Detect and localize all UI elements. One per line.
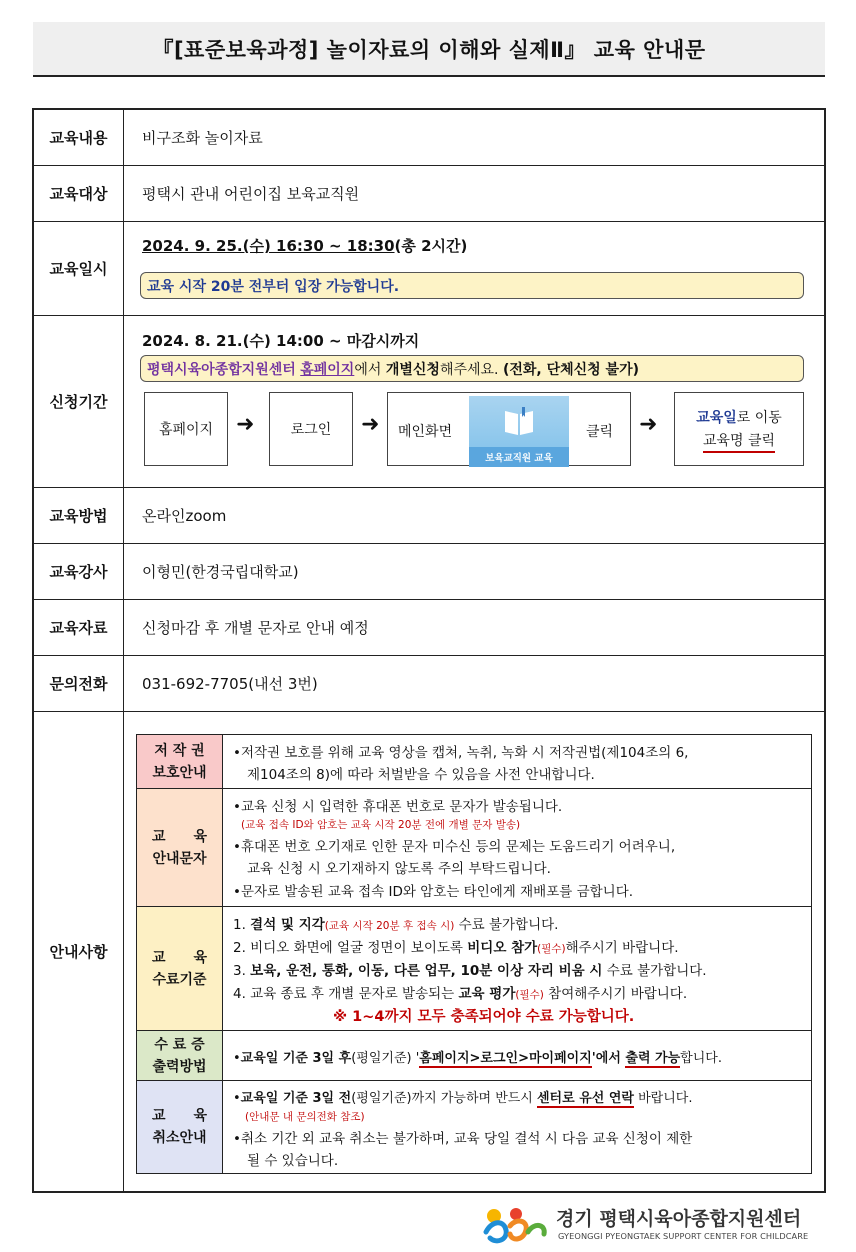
completion-item-3: 3. 보육, 운전, 통화, 이동, 다른 업무, 10분 이상 자리 비움 시 수료 불가합니다. (233, 963, 707, 979)
row-target (34, 166, 824, 222)
row-guide (34, 712, 824, 1191)
cancel-line-1: •교육일 기준 3일 전(평일기준)까지 가능하며 반드시 센터로 유선 연락 바랍니다. (233, 1091, 693, 1106)
notice-sms: 교 육 안내문자 •교육 신청 시 입력한 휴대폰 번호로 문자가 발송됩니다. (교육 접속 ID와 암호는 교육 시작 20분 전에 개별 문자 발송) •휴대폰 번호 오기재로 인한 문자 미수신 등의 문제는 도움드리기 어려우니, 교육 신청 시 오기재하지 않도록 주의 부탁드립니다. •문자로 발송된 교육 접속 ID와 암호는 타인에게 재배포를 금합니다. (137, 789, 811, 907)
notice-table (136, 734, 812, 1174)
entry-notice: 교육 시작 20분 전부터 입장 가능합니다. (140, 272, 804, 299)
book-icon (501, 405, 537, 439)
row-material (34, 600, 824, 656)
completion-item-2: 2. 비디오 화면에 얼굴 정면이 보이도록 비디오 참가(필수)해주시기 바랍니다. (233, 940, 679, 956)
contact-value: 031-692-7705(내선 3번) (142, 675, 318, 693)
row-content (34, 110, 824, 166)
row-label-apply: 신청기간 (34, 316, 124, 487)
completion-warning: ※ 1~4까지 모두 충족되어야 수료 가능합니다. (333, 1009, 635, 1025)
row-label-guide: 안내사항 (34, 712, 124, 1191)
arrow-icon: ➜ (639, 412, 658, 437)
notice-label-certificate: 수 료 증 출력방법 (137, 1031, 223, 1080)
footer-logo (480, 1200, 830, 1248)
material-value: 신청마감 후 개별 문자로 안내 예정 (142, 619, 369, 637)
step-main-screen: 메인화면 보육교직원 교육 클릭 (387, 392, 631, 466)
row-label-target: 교육대상 (34, 166, 124, 221)
target-value: 평택시 관내 어린이집 보육교직원 (142, 185, 360, 203)
date-value: 2024. 9. 25.(수) 16:30 ~ 18:30(총 2시간) (142, 237, 468, 255)
row-date (34, 222, 824, 316)
step-login: 로그인 (269, 392, 353, 466)
page-title: 『[표준보육과정] 놀이자료의 이해와 실제Ⅱ』 교육 안내문 (33, 22, 825, 77)
center-english-name: GYEONGGI PYEONGTAEK SUPPORT CENTER FOR CHILDCARE (558, 1231, 809, 1241)
center-logo-icon (480, 1202, 550, 1246)
apply-notice: 평택시육아종합지원센터 홈페이지 에서 개별신청 해주세요. (전화, 단체신청 불가) (140, 355, 804, 382)
notice-label-sms: 교 육 안내문자 (137, 789, 223, 906)
notice-completion (137, 907, 811, 1031)
arrow-icon: ➜ (236, 412, 255, 437)
row-method (34, 488, 824, 544)
row-label-material: 교육자료 (34, 600, 124, 655)
step-course: 교육일로 이동 교육명 클릭 (674, 392, 804, 466)
row-contact (34, 656, 824, 712)
apply-period: 2024. 8. 21.(수) 14:00 ~ 마감시까지 (142, 332, 420, 350)
notice-cancel: 교 육 취소안내 •교육일 기준 3일 전(평일기준)까지 가능하며 반드시 센터로 유선 연락 바랍니다. (안내문 내 문의전화 참조) •취소 기간 외 교육 취소는 불가하며, 교육 당일 결석 시 다음 교육 신청이 제한 될 수 있습니다. (137, 1081, 811, 1173)
notice-copyright: 저 작 권 보호안내 •저작권 보호를 위해 교육 영상을 캡쳐, 녹취, 녹화 시 저작권법(제104조의 6, 제104조의 8)에 따라 처벌받을 수 있음을 사전 안내합니다. (137, 735, 811, 789)
row-label-lecturer: 교육강사 (34, 544, 124, 599)
notice-label-completion: 교 육 수료기준 (137, 907, 223, 1030)
method-value: 온라인zoom (142, 507, 227, 525)
lecturer-value: 이형민(한경국립대학교) (142, 563, 299, 581)
notice-label-copyright: 저 작 권 보호안내 (137, 735, 223, 788)
content-value: 비구조화 놀이자료 (142, 129, 263, 147)
step-homepage: 홈페이지 (144, 392, 228, 466)
row-label-contact: 문의전화 (34, 656, 124, 711)
education-banner-image: 보육교직원 교육 (469, 396, 569, 467)
info-table (32, 108, 826, 1193)
center-name: 경기 평택시육아종합지원센터 (556, 1208, 802, 1230)
completion-item-4: 4. 교육 종료 후 개별 문자로 발송되는 교육 평가(필수) 참여해주시기 바랍니다. (233, 986, 688, 1002)
completion-item-1: 1. 결석 및 지각(교육 시작 20분 후 접속 시) 수료 불가합니다. (233, 917, 559, 933)
row-label-date: 교육일시 (34, 222, 124, 315)
arrow-icon: ➜ (361, 412, 380, 437)
row-label-method: 교육방법 (34, 488, 124, 543)
notice-certificate (137, 1031, 811, 1081)
row-lecturer (34, 544, 824, 600)
notice-label-cancel: 교 육 취소안내 (137, 1081, 223, 1173)
row-apply (34, 316, 824, 488)
certificate-text: •교육일 기준 3일 후(평일기준) '홈페이지>로그인>마이페이지'에서 출력 가능합니다. (233, 1051, 722, 1066)
row-label-content: 교육내용 (34, 110, 124, 165)
